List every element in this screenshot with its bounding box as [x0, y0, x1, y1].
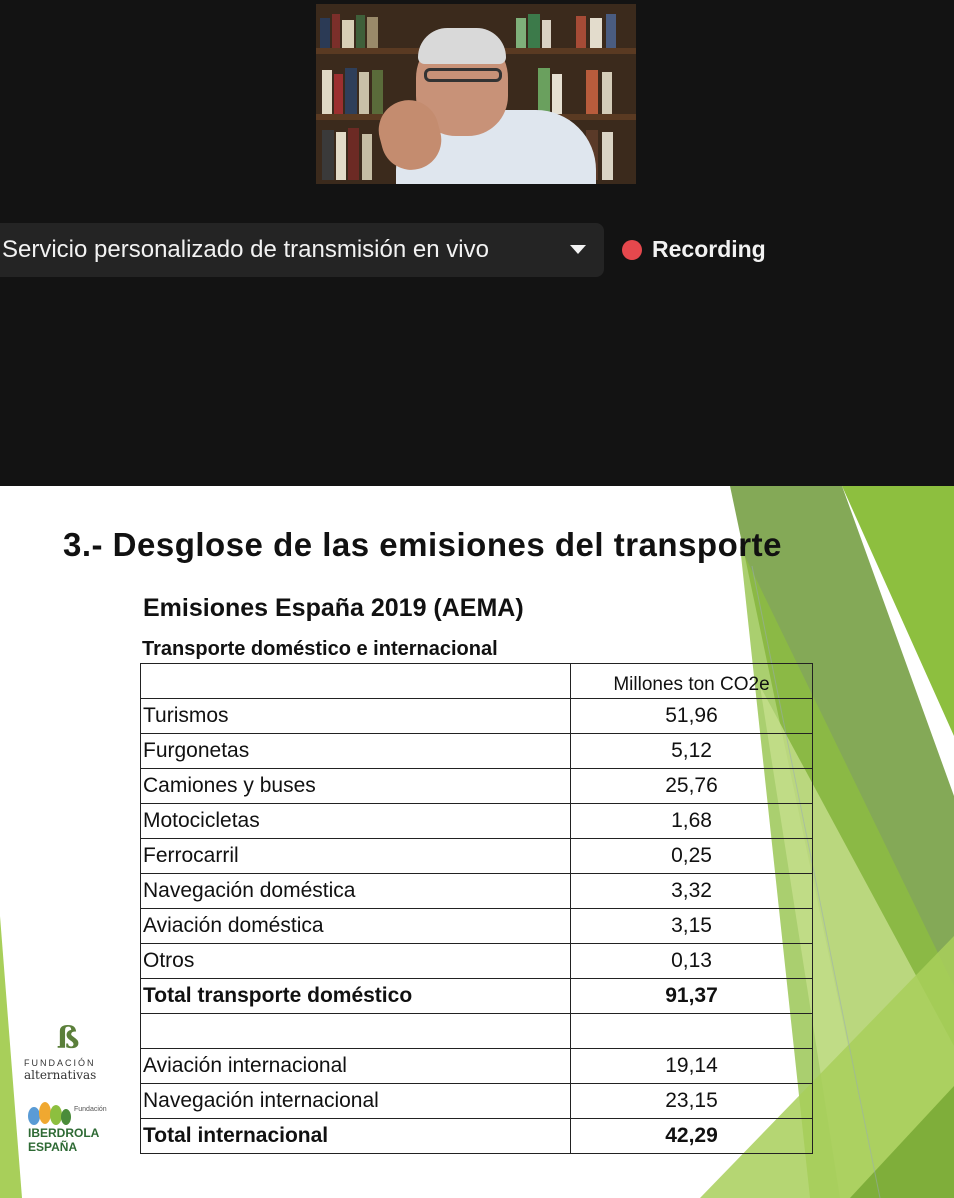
participant-hair [418, 28, 506, 64]
row-value [571, 1014, 813, 1049]
row-label: Otros [141, 944, 571, 979]
recording-indicator[interactable] [622, 236, 766, 263]
row-label: Ferrocarril [141, 839, 571, 874]
slide-subtitle: Emisiones España 2019 (AEMA) [143, 594, 524, 622]
green-facet [0, 916, 22, 1198]
livestream-dropdown[interactable] [0, 223, 604, 277]
row-label: Total internacional [141, 1119, 571, 1154]
table-row [141, 804, 813, 839]
row-label [141, 1014, 571, 1049]
fundacion-iberdrola-logo [26, 1100, 116, 1160]
row-value: 25,76 [571, 769, 813, 804]
row-label: Camiones y buses [141, 769, 571, 804]
logo-text: Fundación [74, 1106, 107, 1113]
recording-label: Recording [652, 236, 766, 262]
row-value: 42,29 [571, 1119, 813, 1154]
row-label: Total transporte doméstico [141, 979, 571, 1014]
shared-slide [0, 486, 954, 1198]
row-value: 3,15 [571, 909, 813, 944]
emissions-table [140, 663, 813, 1154]
table-total-row [141, 979, 813, 1014]
table-header-row [141, 664, 813, 699]
table-row [141, 839, 813, 874]
row-value: 5,12 [571, 734, 813, 769]
livestream-label: Servicio personalizado de transmisión en vivo [2, 236, 489, 263]
row-value: 19,14 [571, 1049, 813, 1084]
recording-dot-icon [622, 240, 642, 260]
row-label: Turismos [141, 699, 571, 734]
table-caption: Transporte doméstico e internacional [142, 638, 498, 660]
table-total-row [141, 1119, 813, 1154]
row-value: 23,15 [571, 1084, 813, 1119]
logo-text: FUNDACIÓN [24, 1058, 96, 1068]
table-row [141, 874, 813, 909]
row-label: Aviación doméstica [141, 909, 571, 944]
row-label: Motocicletas [141, 804, 571, 839]
row-label: Aviación internacional [141, 1049, 571, 1084]
row-value: 1,68 [571, 804, 813, 839]
fa-monogram-icon: ß [56, 1021, 80, 1056]
table-row [141, 734, 813, 769]
table-row [141, 1049, 813, 1084]
row-value: 3,32 [571, 874, 813, 909]
table-spacer-row [141, 1014, 813, 1049]
table-row [141, 909, 813, 944]
logo-text: IBERDROLA [28, 1126, 100, 1140]
chevron-down-icon[interactable] [570, 245, 586, 254]
row-value: 0,25 [571, 839, 813, 874]
table-header-cell: Millones ton CO2e [571, 664, 813, 699]
video-area [0, 0, 954, 486]
table-row [141, 699, 813, 734]
row-value: 0,13 [571, 944, 813, 979]
row-label: Navegación internacional [141, 1084, 571, 1119]
table-row [141, 769, 813, 804]
logo-text: ESPAÑA [28, 1140, 78, 1154]
table-header-cell [141, 664, 571, 699]
row-label: Furgonetas [141, 734, 571, 769]
iberdrola-leaves-icon [26, 1100, 72, 1126]
fundacion-alternativas-logo [24, 1022, 114, 1080]
row-value: 91,37 [571, 979, 813, 1014]
logo-text: alternativas [24, 1068, 97, 1082]
participant-glasses [424, 68, 502, 82]
participant-video[interactable] [316, 4, 636, 184]
table-row [141, 1084, 813, 1119]
row-label: Navegación doméstica [141, 874, 571, 909]
slide-title: 3.- Desglose de las emisiones del transporte [63, 526, 782, 563]
table-row [141, 944, 813, 979]
row-value: 51,96 [571, 699, 813, 734]
